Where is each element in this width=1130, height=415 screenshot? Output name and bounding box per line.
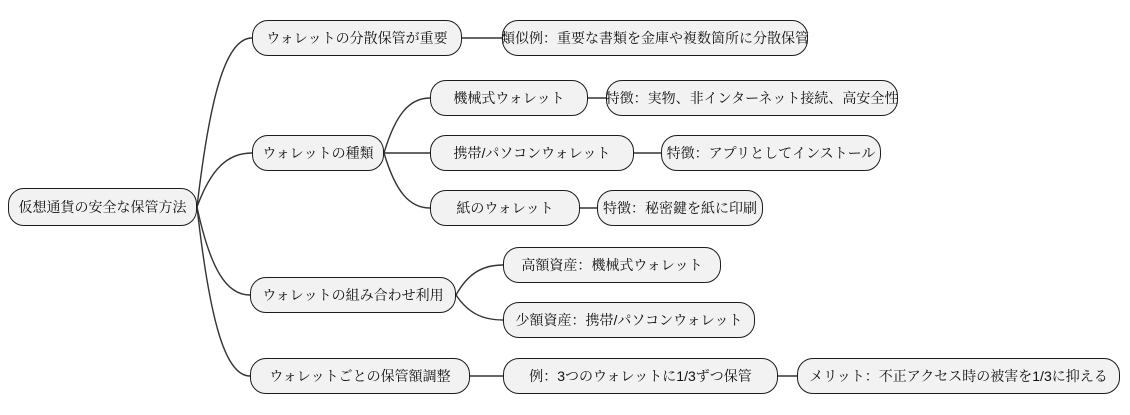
mindmap-node-b2s2_leaf[interactable] — [661, 135, 881, 171]
mindmap-node-b3s2[interactable] — [503, 302, 755, 338]
mindmap-node-b4_leaf2[interactable] — [797, 358, 1120, 394]
mindmap-node-b3s1[interactable] — [503, 247, 721, 283]
connector-b2-b2s3 — [384, 153, 430, 208]
mindmap-node-b2s3[interactable] — [430, 190, 580, 226]
connector-root-b3 — [197, 207, 250, 295]
mindmap-node-b2s2[interactable] — [430, 135, 634, 171]
node-label: 少額資産：携帯/パソコンウォレット — [515, 312, 743, 328]
mindmap-node-b2s1[interactable] — [430, 80, 588, 116]
mindmap-node-b1_leaf[interactable] — [502, 20, 808, 56]
node-label: 特徴：実物、非インターネット接続、高安全性 — [605, 90, 899, 106]
mindmap-node-b3[interactable] — [250, 277, 456, 313]
mindmap-node-b2[interactable] — [252, 135, 384, 171]
node-label: 例：3つのウォレットに1/3ずつ保管 — [529, 368, 752, 384]
node-label: メリット：不正アクセス時の被害を1/3に抑える — [809, 368, 1108, 384]
connector-root-b2 — [197, 153, 252, 207]
node-label: ウォレットごとの保管額調整 — [269, 368, 451, 384]
node-label: ウォレットの種類 — [262, 145, 374, 161]
mindmap-node-b4[interactable] — [250, 358, 470, 394]
connector-root-b4 — [197, 207, 250, 376]
node-label: ウォレットの分散保管が重要 — [266, 30, 448, 46]
mindmap-node-b1[interactable] — [252, 20, 462, 56]
mindmap-node-b2s1_leaf[interactable] — [606, 80, 898, 116]
node-label: 類似例：重要な書類を金庫や複数箇所に分散保管 — [501, 30, 809, 46]
node-label: 特徴：アプリとしてインストール — [666, 145, 876, 161]
mindmap-node-b4_leaf[interactable] — [503, 358, 778, 394]
node-label: 高額資産：機械式ウォレット — [521, 257, 703, 273]
connector-b3-b3s1 — [456, 265, 503, 295]
mindmap-node-b2s3_leaf[interactable] — [597, 190, 763, 226]
mindmap-node-root[interactable] — [8, 188, 197, 226]
node-label: 紙のウォレット — [456, 200, 554, 216]
node-label: 機械式ウォレット — [453, 90, 565, 106]
connector-b2-b2s1 — [384, 98, 430, 153]
node-label: ウォレットの組み合わせ利用 — [262, 287, 444, 303]
node-label: 携帯/パソコンウォレット — [453, 145, 611, 161]
connector-b3-b3s2 — [456, 295, 503, 320]
node-label: 特徴：秘密鍵を紙に印刷 — [603, 200, 757, 216]
connector-root-b1 — [197, 38, 252, 207]
node-label: 仮想通貨の安全な保管方法 — [18, 199, 187, 215]
